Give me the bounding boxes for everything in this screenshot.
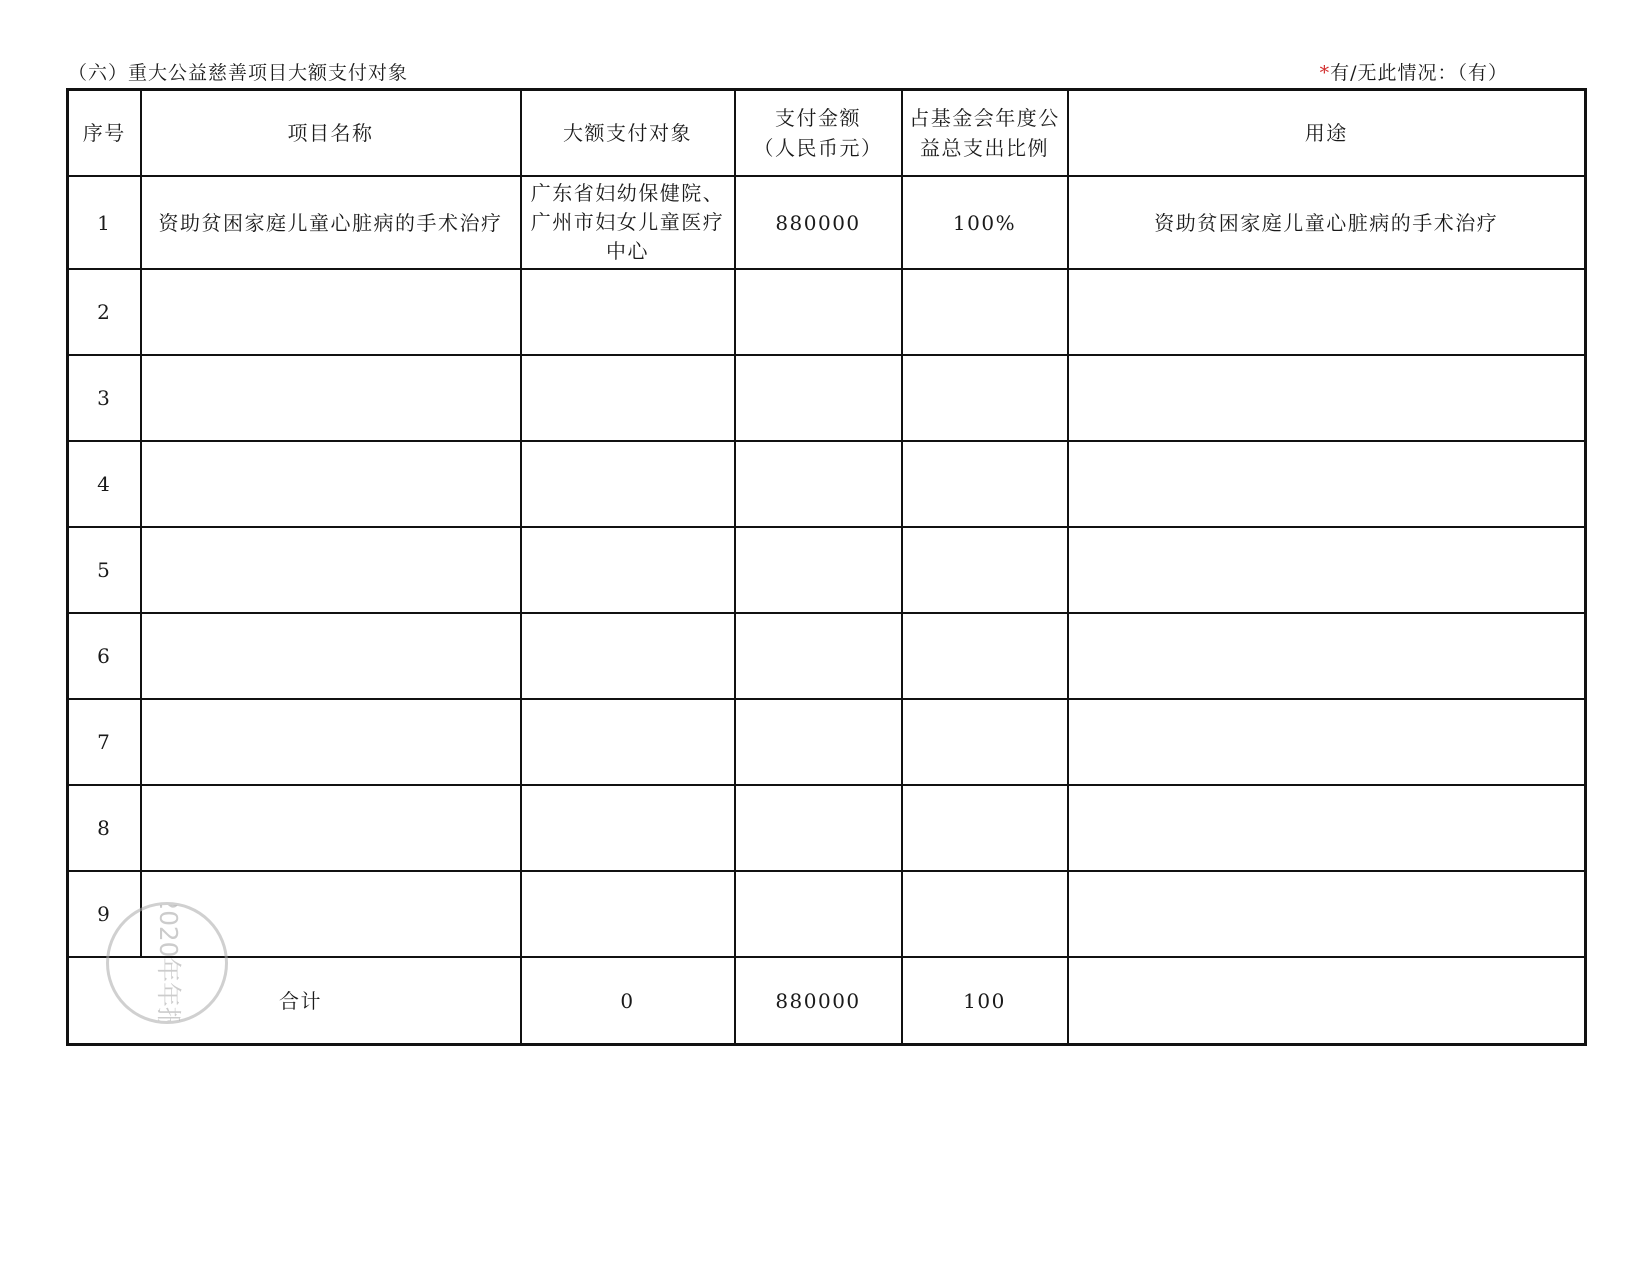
- table-row: [68, 613, 1586, 699]
- cell-ratio: [902, 355, 1068, 441]
- total-row: [68, 957, 1586, 1045]
- cell-payee: 广东省妇幼保健院、广州市妇女儿童医疗中心: [521, 176, 735, 269]
- cell-amount: [735, 699, 902, 785]
- amount-header-line-2: （人民币元）: [753, 136, 883, 160]
- column-header-amount: [735, 90, 902, 177]
- cell-seq: 9: [68, 871, 141, 957]
- cell-ratio: [902, 871, 1068, 957]
- table-row: [68, 699, 1586, 785]
- cell-project: [141, 613, 521, 699]
- status-text: 有/无此情况：（有）: [1330, 62, 1508, 84]
- table-row: [68, 441, 1586, 527]
- cell-amount: [735, 613, 902, 699]
- cell-project: [141, 269, 521, 355]
- cell-project: [141, 355, 521, 441]
- cell-amount: [735, 785, 902, 871]
- cell-payee: [521, 355, 735, 441]
- status-indicator: [1320, 58, 1508, 85]
- table-row: [68, 871, 1586, 957]
- cell-ratio: [902, 441, 1068, 527]
- cell-ratio: [902, 699, 1068, 785]
- cell-project: [141, 699, 521, 785]
- cell-amount: [735, 441, 902, 527]
- cell-ratio: [902, 613, 1068, 699]
- section-title: （六）重大公益慈善项目大额支付对象: [68, 62, 409, 84]
- column-header-payee: 大额支付对象: [521, 90, 735, 177]
- cell-payee: [521, 269, 735, 355]
- cell-amount: [735, 527, 902, 613]
- ratio-header-line-1: 占基金会年度公: [909, 106, 1060, 130]
- table-header-row: [68, 90, 1586, 177]
- cell-use: [1068, 355, 1586, 441]
- table-row: [68, 785, 1586, 871]
- required-star: *: [1319, 62, 1331, 84]
- ratio-header-line-2: 益总支出比例: [920, 136, 1049, 160]
- cell-payee: [521, 785, 735, 871]
- cell-project: [141, 785, 521, 871]
- cell-project: 资助贫困家庭儿童心脏病的手术治疗: [141, 176, 521, 269]
- cell-payee: [521, 441, 735, 527]
- total-payee: 0: [521, 957, 735, 1045]
- total-ratio: 100: [902, 957, 1068, 1045]
- table-row: [68, 527, 1586, 613]
- cell-seq: 4: [68, 441, 141, 527]
- cell-amount: 880000: [735, 176, 902, 269]
- column-header-seq: 序号: [68, 90, 141, 177]
- cell-seq: 8: [68, 785, 141, 871]
- cell-seq: 5: [68, 527, 141, 613]
- cell-use: 资助贫困家庭儿童心脏病的手术治疗: [1068, 176, 1586, 269]
- cell-amount: [735, 871, 902, 957]
- cell-amount: [735, 355, 902, 441]
- cell-project: [141, 527, 521, 613]
- cell-seq: 3: [68, 355, 141, 441]
- cell-payee: [521, 871, 735, 957]
- payment-table: [66, 88, 1587, 1046]
- column-header-project: 项目名称: [141, 90, 521, 177]
- column-header-use: 用途: [1068, 90, 1586, 177]
- cell-project: [141, 871, 521, 957]
- table-row: [68, 355, 1586, 441]
- cell-seq: 2: [68, 269, 141, 355]
- cell-project: [141, 441, 521, 527]
- cell-ratio: [902, 527, 1068, 613]
- stamp-text: 2020年年报: [154, 905, 183, 1021]
- cell-use: [1068, 269, 1586, 355]
- cell-use: [1068, 527, 1586, 613]
- table-row: [68, 269, 1586, 355]
- cell-ratio: 100%: [902, 176, 1068, 269]
- amount-header-line-1: 支付金额: [775, 106, 861, 130]
- table-row: [68, 176, 1586, 269]
- total-label: 合计: [68, 957, 521, 1045]
- cell-seq: 7: [68, 699, 141, 785]
- cell-payee: [521, 699, 735, 785]
- cell-use: [1068, 441, 1586, 527]
- total-use: [1068, 957, 1586, 1045]
- cell-payee: [521, 527, 735, 613]
- total-amount: 880000: [735, 957, 902, 1045]
- cell-use: [1068, 699, 1586, 785]
- cell-amount: [735, 269, 902, 355]
- cell-seq: 1: [68, 176, 141, 269]
- cell-payee: [521, 613, 735, 699]
- cell-seq: 6: [68, 613, 141, 699]
- column-header-ratio: [902, 90, 1068, 177]
- cell-ratio: [902, 269, 1068, 355]
- cell-use: [1068, 613, 1586, 699]
- cell-use: [1068, 785, 1586, 871]
- cell-use: [1068, 871, 1586, 957]
- cell-ratio: [902, 785, 1068, 871]
